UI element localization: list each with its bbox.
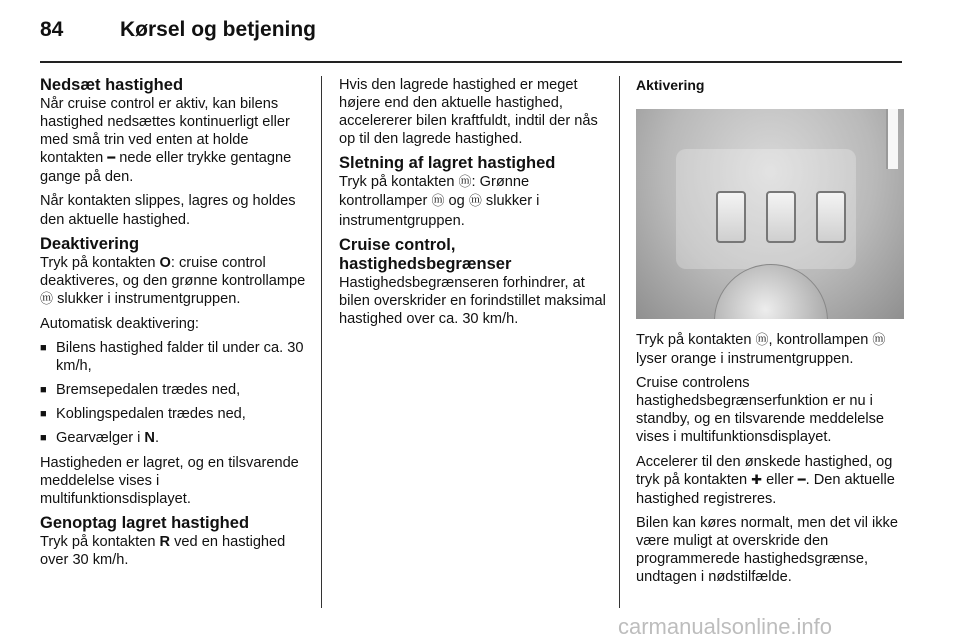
- paragraph: Når cruise control er aktiv, kan bilens hastighed nedsættes kontinuerligt eller med små trin ved enten at holde kontakten ━ nede eller trykke gentagne gange på den.: [40, 96, 292, 186]
- list-item: ■ Bilens hastighed falder til under ca. 30 km/h,: [40, 339, 312, 375]
- cruise-control-icon: ⓜ: [40, 291, 54, 307]
- plus-icon: ✚: [751, 472, 763, 488]
- list-item: ■ Gearvælger i N.: [40, 429, 312, 447]
- column-divider-1: [321, 76, 322, 608]
- paragraph: Når kontakten slippes, lagres og holdes den aktuelle hastighed.: [40, 193, 296, 228]
- paragraph: Cruise controlens hastighedsbegrænserfunktion er nu i standby, og en tilsvarende meddelelse vises i multifunktionsdisplayet.: [636, 375, 884, 446]
- column-2: [339, 76, 607, 334]
- paragraph: Tryk på kontakten R ved en hastighed over 30 km/h.: [40, 533, 286, 568]
- paragraph: Tryk på kontakten ⓜ: Grønne kontrollamper ⓜ og ⓜ slukker i instrumentgruppen.: [339, 174, 540, 229]
- paragraph: Tryk på kontakten O: cruise control deaktiveres, og den grønne kontrollampe ⓜ slukker i instrumentgruppen.: [40, 254, 306, 307]
- bullet-list: [40, 339, 312, 447]
- heading-deactivation: Deaktivering: [40, 234, 140, 253]
- list-item: ■ Bremsepedalen trædes ned,: [40, 381, 312, 399]
- page-number: 84: [40, 18, 64, 41]
- column-1: [40, 76, 312, 575]
- header-rule: [40, 61, 902, 63]
- heading-reduce-speed: Nedsæt hastighed: [40, 76, 184, 94]
- off-icon: O: [159, 254, 171, 271]
- heading-speed-limiter: Cruise control, hastighedsbegrænser: [339, 235, 512, 273]
- heading-resume-speed: Genoptag lagret hastighed: [40, 513, 250, 532]
- paragraph: Bilen kan køres normalt, men det vil ikke være muligt at overskride den programmerede hastighedsgrænse, undtagen i nødstilfælde.: [636, 514, 898, 586]
- paragraph: Tryk på kontakten ⓜ, kontrollampen ⓜ lyser orange i instrumentgruppen.: [636, 332, 886, 368]
- minus-icon: ━: [107, 151, 116, 167]
- heading-activation: Aktivering: [636, 77, 705, 93]
- speed-limiter-switch-icon: [716, 191, 746, 243]
- column-3: [636, 76, 902, 592]
- page-title: Kørsel og betjening: [120, 18, 317, 41]
- speed-limiter-icon: ⓜ: [872, 333, 886, 348]
- paragraph: Automatisk deaktivering:: [40, 315, 199, 332]
- switch-icon: [816, 191, 846, 243]
- cruise-control-icon: ⓜ: [458, 175, 472, 191]
- heading-clear-speed: Sletning af lagret hastighed: [339, 154, 556, 173]
- gear-knob-icon: [714, 264, 828, 319]
- cruise-control-icon: ⓜ: [468, 194, 482, 210]
- watermark: carmanualsonline.info: [618, 614, 833, 639]
- paragraph: Hastighedsbegrænseren forhindrer, at bilen overskrider en forindstillet maksimal hastighed over ca. 30 km/h.: [339, 274, 606, 327]
- speed-limiter-icon: ⓜ: [431, 194, 445, 210]
- minus-icon: ━: [797, 472, 806, 488]
- paragraph: Hastigheden er lagret, og en tilsvarende meddelelse vises i multifunktionsdisplayet.: [40, 454, 299, 507]
- list-item: ■ Koblingspedalen trædes ned,: [40, 405, 312, 423]
- resume-icon: R: [159, 533, 171, 550]
- switch-photo: [636, 109, 904, 319]
- paragraph: Accelerer til den ønskede hastighed, og tryk på kontakten ✚ eller ━. Den aktuelle hastighed registreres.: [636, 453, 895, 507]
- switch-icon: [766, 191, 796, 243]
- paragraph: Hvis den lagrede hastighed er meget højere end den aktuelle hastighed, accelererer bilen kraftfuldt, indtil der nås op til den lagrede hastighed.: [339, 77, 598, 148]
- page-header: [40, 18, 902, 58]
- column-divider-2: [619, 76, 620, 608]
- speed-limiter-icon: ⓜ: [755, 333, 769, 348]
